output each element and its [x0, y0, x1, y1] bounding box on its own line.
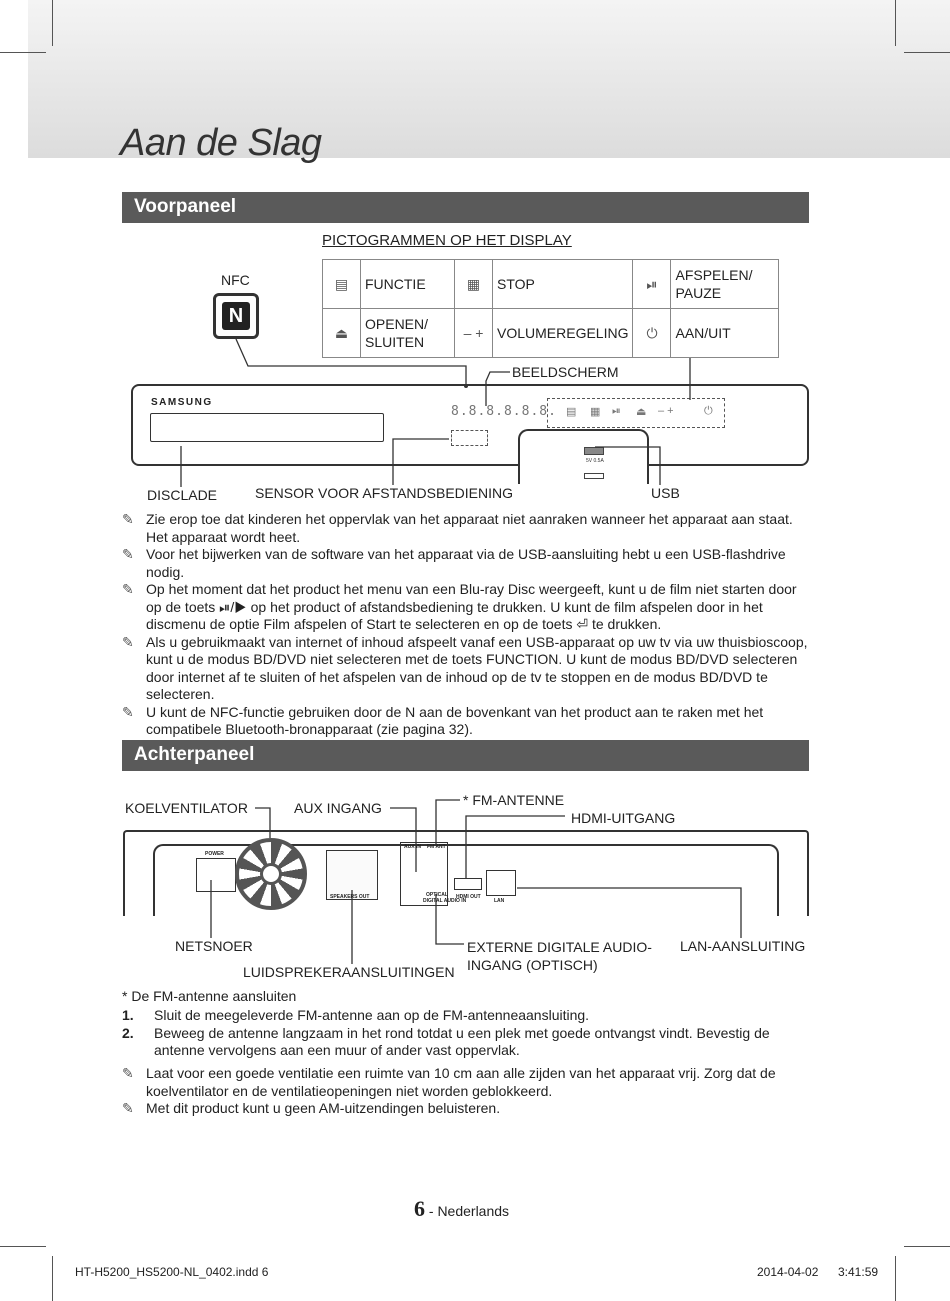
pencil-note-icon: ✎	[122, 511, 134, 527]
fan-icon	[235, 838, 307, 910]
speaker-terminals	[326, 850, 378, 900]
page-language: - Nederlands	[428, 1203, 510, 1219]
crop-mark	[895, 0, 896, 46]
nfc-glyph: N	[222, 302, 250, 330]
note-item: ✎ Zie erop toe dat kinderen het oppervlak van het apparaat niet aanraken wanneer het apparaat aan staat. Het apparaat wordt heet.	[122, 511, 793, 545]
power-socket	[196, 858, 236, 892]
pencil-note-icon: ✎	[122, 633, 134, 650]
icon-label-function: FUNCTIE	[361, 260, 455, 309]
slug-date: 2014-04-02	[757, 1265, 819, 1279]
play-pause-icon: ⏯	[633, 260, 671, 309]
pencil-note-icon: ✎	[122, 1065, 134, 1081]
note-item: ✎ Met dit product kunt u geen AM-uitzendingen beluisteren.	[122, 1100, 501, 1116]
icon-label-power: AAN/UIT	[671, 309, 779, 358]
callout-lan: LAN-AANSLUITING	[680, 938, 806, 954]
crop-mark	[904, 1246, 950, 1247]
note-item: ✎ Als u gebruikmaakt van internet of inhoud afspeelt vanaf een USB-apparaat op uw tv via uw thuisbioscoop, kunt u de modus BD/DVD niet selecteren met de toets FUNCTION. U kunt de modus BD/DVD selecteren door internet af te sluiten of het afspelen van de inhoud op de tv te stoppen en de modus BD/DVD te selecteren.	[122, 633, 808, 702]
function-icon: ▤	[323, 260, 361, 309]
remote-sensor	[451, 430, 488, 446]
crop-mark	[52, 0, 53, 46]
display-label: BEELDSCHERM	[512, 364, 619, 380]
slug-time: 3:41:59	[838, 1265, 879, 1279]
crop-mark	[904, 52, 950, 53]
play-pause-icon: ⏯	[612, 405, 621, 417]
crop-mark	[52, 1256, 53, 1301]
callout-fm: * FM-ANTENNE	[463, 792, 565, 808]
callout-power: NETSNOER	[175, 938, 253, 954]
pencil-note-icon: ✎	[122, 546, 134, 562]
callout-speakers: LUIDSPREKERAANSLUITINGEN	[243, 964, 455, 980]
list-item: 2. Beweeg de antenne langzaam in het rond totdat u een plek met goede ontvangst vindt. Bevestig de antenne vervolgens aan een muur of ander vast oppervlak.	[122, 1024, 770, 1058]
port-label-fm: FM ANT	[427, 844, 446, 850]
note-item: ✎ Laat voor een goede ventilatie een ruimte van 10 cm aan alle zijden van het apparaat vrij. Zorg dat de koelventilator en de ventilatieopeningen niet worden geblokkeerd.	[122, 1065, 776, 1099]
function-icon: ▤	[566, 406, 577, 418]
volume-icon: – +	[658, 405, 674, 417]
front-notes	[122, 511, 812, 739]
volume-icon: – +	[455, 309, 493, 358]
nfc-icon	[213, 293, 259, 339]
port-label-digital-audio: DIGITAL AUDIO IN	[423, 898, 467, 904]
crop-mark	[0, 52, 46, 53]
crop-mark	[895, 1256, 896, 1301]
section-heading-front: Voorpaneel	[122, 192, 809, 223]
stop-icon: ▦	[455, 260, 493, 309]
callout-optical: EXTERNE DIGITALE AUDIO- INGANG (OPTISCH)	[467, 939, 652, 973]
page-footer	[414, 1196, 509, 1222]
slug-file: HT-H5200_HS5200-NL_0402.indd 6	[75, 1265, 269, 1279]
note-item: ✎ U kunt de NFC-functie gebruiken door de N aan de bovenkant van het product aan te raken met het compatibele Bluetooth-bronapparaat (zie pagina 32).	[122, 703, 764, 737]
front-panel-illustration	[131, 384, 809, 466]
port-label-aux: AUX IN	[404, 844, 421, 850]
power-icon: ⏻	[633, 309, 671, 358]
fm-heading: * De FM-antenne aansluiten	[122, 988, 297, 1004]
fm-steps	[122, 1007, 812, 1060]
icon-label-eject: OPENEN/ SLUITEN	[361, 309, 455, 358]
page-number: 6	[414, 1196, 425, 1221]
icon-label-play-pause: AFSPELEN/ PAUZE	[671, 260, 779, 309]
eject-icon: ⏏	[323, 309, 361, 358]
nfc-label: NFC	[221, 272, 250, 288]
hdmi-port	[454, 878, 482, 890]
lan-port	[486, 870, 516, 896]
rear-panel-illustration	[123, 830, 809, 916]
pencil-note-icon: ✎	[122, 703, 134, 720]
usb-port-rating: 5V 0.5A	[586, 458, 604, 464]
port-label-speakers: SPEAKERS OUT	[330, 894, 370, 900]
display-icons-table	[322, 259, 779, 358]
callout-disc: DISCLADE	[147, 487, 218, 503]
disc-tray	[150, 413, 384, 442]
section-heading-rear: Achterpaneel	[122, 740, 809, 771]
crop-mark	[0, 1246, 46, 1247]
fan-hub	[260, 863, 282, 885]
touch-buttons	[547, 398, 725, 428]
note-item: ✎ Op het moment dat het product het menu van een Blu-ray Disc weergeeft, kunt u de film niet starten door op de toets ⏯/▶ op het product of afstandsbediening te drukken. U kunt de film afspelen door in het discmenu de optie Film afspelen of Start te selecteren en op de toets ⏎ te drukken.	[122, 581, 797, 632]
list-item: 1. Sluit de meegeleverde FM-antenne aan op de FM-antenneaansluiting.	[122, 1007, 590, 1023]
callout-fan: KOELVENTILATOR	[125, 800, 248, 816]
port-label-power: POWER	[205, 851, 224, 857]
callout-usb: USB	[651, 485, 680, 501]
stop-icon: ▦	[590, 406, 601, 418]
callout-hdmi: HDMI-UITGANG	[571, 810, 676, 826]
callout-aux: AUX INGANG	[294, 800, 382, 816]
pencil-note-icon: ✎	[122, 1100, 134, 1116]
icons-heading: PICTOGRAMMEN OP HET DISPLAY	[322, 232, 572, 249]
icon-label-stop: STOP	[493, 260, 633, 309]
pencil-note-icon: ✎	[122, 581, 134, 597]
eject-icon: ⏏	[636, 406, 647, 418]
icon-label-volume: VOLUMEREGELING	[493, 309, 633, 358]
port-label-hdmi: HDMI OUT	[456, 894, 481, 900]
port-label-lan: LAN	[494, 898, 505, 904]
note-item: ✎ Voor het bijwerken van de software van het apparaat via de USB-aansluiting hebt u een USB-flashdrive nodig.	[122, 546, 786, 580]
usb-housing	[518, 429, 649, 484]
usb-port	[584, 447, 604, 455]
callout-sensor: SENSOR VOOR AFSTANDSBEDIENING	[255, 485, 514, 501]
page-title: Aan de Slag	[120, 122, 322, 164]
brand-logo: SAMSUNG	[151, 397, 213, 408]
port-label-optical: OPTICAL	[426, 892, 448, 898]
display-digits: 8.8.8.8.8.8.	[451, 404, 557, 419]
power-icon: ⏻	[704, 405, 713, 417]
fm-notes	[122, 1065, 812, 1118]
usb-slot	[584, 473, 604, 479]
